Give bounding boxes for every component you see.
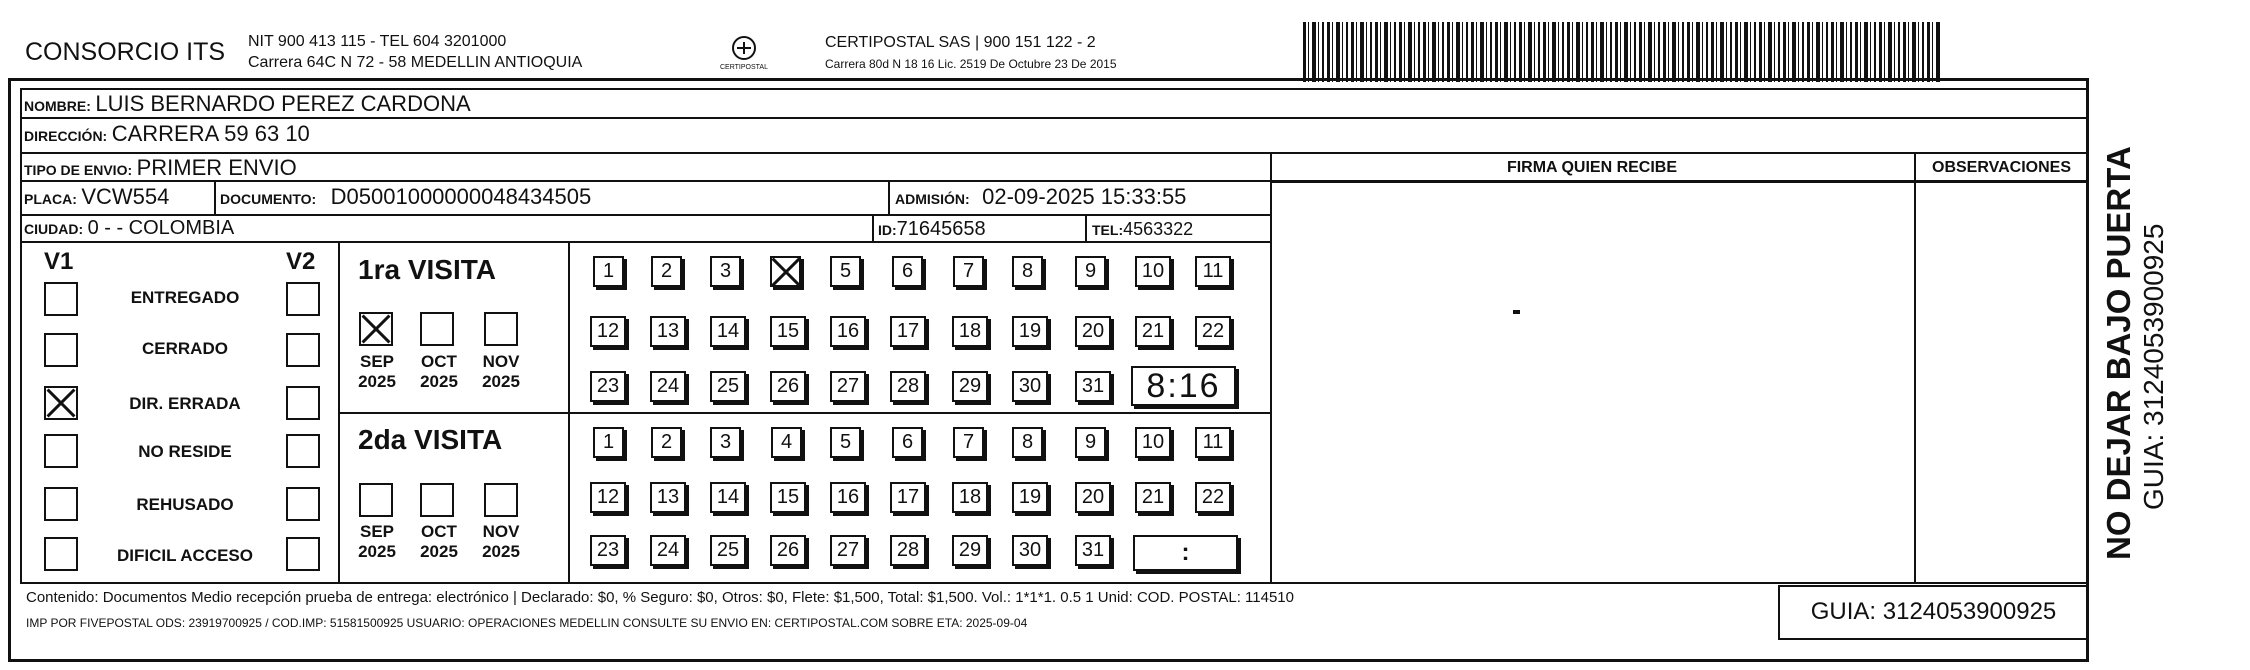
first-day-18[interactable]: 18 — [952, 316, 988, 347]
v2-cerrado-checkbox[interactable] — [286, 333, 320, 367]
placa-value: VCW554 — [81, 184, 170, 209]
tipo-value: PRIMER ENVIO — [136, 155, 297, 180]
imp-line: IMP POR FIVEPOSTAL ODS: 23919700925 / COD.IMP: 51581500925 USUARIO: OPERACIONES MEDELLIN CONSULTE SU ENVIO EN: CERTIPOSTAL.COM SOBRE ETA: 2025-09-04 — [26, 616, 1028, 630]
logo-text: CERTIPOSTAL — [720, 64, 768, 71]
status-dir-errada: DIR. ERRADA — [129, 394, 241, 413]
v1-cerrado-checkbox[interactable] — [44, 333, 78, 367]
second-day-15[interactable]: 15 — [770, 482, 806, 513]
second-day-16[interactable]: 16 — [830, 482, 866, 513]
row-line-2 — [20, 152, 2087, 154]
second-day-9[interactable]: 9 — [1075, 427, 1106, 458]
first-day-28[interactable]: 28 — [890, 371, 926, 402]
first-day-10[interactable]: 10 — [1135, 256, 1171, 287]
admision-divider — [888, 180, 890, 214]
second-nov-checkbox[interactable] — [484, 483, 518, 517]
first-day-7[interactable]: 7 — [953, 256, 984, 287]
second-day-31[interactable]: 31 — [1075, 535, 1111, 566]
second-day-7[interactable]: 7 — [953, 427, 984, 458]
first-day-25[interactable]: 25 — [710, 371, 746, 402]
v2-no-reside-checkbox[interactable] — [286, 434, 320, 468]
second-day-14[interactable]: 14 — [710, 482, 746, 513]
first-day-4-checked[interactable] — [770, 256, 801, 287]
second-day-20[interactable]: 20 — [1075, 482, 1111, 513]
second-day-17[interactable]: 17 — [890, 482, 926, 513]
nit-line: NIT 900 413 115 - TEL 604 3201000 — [248, 33, 507, 50]
first-oct-checkbox[interactable] — [420, 312, 454, 346]
id-label: ID: — [878, 222, 897, 238]
second-time-box[interactable]: : — [1133, 535, 1238, 571]
first-day-23[interactable]: 23 — [590, 371, 626, 402]
tel-value: 4563322 — [1123, 219, 1194, 239]
certipostal-line2: Carrera 80d N 18 16 Lic. 2519 De Octubre 23 De 2015 — [825, 57, 1117, 71]
second-day-22[interactable]: 22 — [1195, 482, 1231, 513]
first-day-30[interactable]: 30 — [1012, 371, 1048, 402]
second-nov-label: NOV 2025 — [482, 522, 520, 561]
v1-dificil-acceso-checkbox[interactable] — [44, 537, 78, 571]
second-day-2[interactable]: 2 — [651, 427, 682, 458]
second-day-12[interactable]: 12 — [590, 482, 626, 513]
first-day-16[interactable]: 16 — [830, 316, 866, 347]
first-day-14[interactable]: 14 — [710, 316, 746, 347]
side-guia: GUIA: 3124053900925 — [2138, 223, 2169, 510]
placa-divider — [214, 180, 216, 214]
status-entregado: ENTREGADO — [130, 288, 240, 307]
second-day-29[interactable]: 29 — [952, 535, 988, 566]
first-day-27[interactable]: 27 — [830, 371, 866, 402]
firma-header-line — [1270, 181, 2087, 183]
second-day-6[interactable]: 6 — [892, 427, 923, 458]
second-day-10[interactable]: 10 — [1135, 427, 1171, 458]
second-sep-checkbox[interactable] — [359, 483, 393, 517]
v1-dir-errada-checkbox[interactable] — [44, 386, 78, 420]
direccion-row — [24, 121, 310, 147]
first-day-21[interactable]: 21 — [1135, 316, 1171, 347]
first-day-2[interactable]: 2 — [651, 256, 682, 287]
second-day-28[interactable]: 28 — [890, 535, 926, 566]
v1-label: V1 — [44, 248, 74, 275]
status-rehusado: REHUSADO — [136, 495, 234, 514]
first-day-3[interactable]: 3 — [710, 256, 741, 287]
barcode — [1303, 22, 1940, 82]
admision-value: 02-09-2025 15:33:55 — [982, 184, 1187, 209]
footer-line — [20, 582, 2087, 584]
first-day-24[interactable]: 24 — [650, 371, 686, 402]
first-nov-label: NOV 2025 — [482, 352, 520, 391]
second-day-26[interactable]: 26 — [770, 535, 806, 566]
first-oct-label: OCT 2025 — [420, 352, 458, 391]
ink-mark — [1513, 310, 1520, 314]
certipostal-logo — [722, 34, 766, 78]
second-day-5[interactable]: 5 — [830, 427, 861, 458]
placa-row — [24, 184, 169, 210]
direccion-label: DIRECCIÓN: — [24, 128, 108, 144]
nombre-row — [24, 91, 471, 117]
second-day-8[interactable]: 8 — [1012, 427, 1043, 458]
direccion-value: CARRERA 59 63 10 — [111, 121, 310, 146]
first-day-29[interactable]: 29 — [952, 371, 988, 402]
certipostal-line1: CERTIPOSTAL SAS | 900 151 122 - 2 — [825, 34, 1096, 51]
months-divider — [568, 241, 570, 582]
status-no-reside: NO RESIDE — [138, 442, 232, 461]
first-day-13[interactable]: 13 — [650, 316, 686, 347]
first-sep-label: SEP 2025 — [358, 352, 396, 391]
first-day-8[interactable]: 8 — [1012, 256, 1043, 287]
admision-row — [895, 184, 1186, 210]
firma-left-line — [1270, 152, 1272, 582]
certipostal-logo-icon — [722, 34, 766, 78]
first-visit-title: 1ra VISITA — [358, 254, 496, 285]
documento-value: D05001000000048434505 — [330, 184, 592, 209]
row-line-4 — [20, 214, 1270, 216]
ciudad-row — [24, 217, 234, 240]
v1-no-reside-checkbox[interactable] — [44, 434, 78, 468]
first-day-11[interactable]: 11 — [1195, 256, 1231, 287]
first-day-1[interactable]: 1 — [593, 256, 624, 287]
second-day-13[interactable]: 13 — [650, 482, 686, 513]
second-visit-title: 2da VISITA — [358, 424, 503, 455]
tel-row — [1092, 219, 1193, 240]
id-divider — [872, 214, 874, 241]
id-row — [878, 218, 986, 241]
first-day-17[interactable]: 17 — [890, 316, 926, 347]
observaciones-left-line — [1914, 152, 1916, 582]
first-day-22[interactable]: 22 — [1195, 316, 1231, 347]
second-day-21[interactable]: 21 — [1135, 482, 1171, 513]
first-day-5[interactable]: 5 — [830, 256, 861, 287]
admision-label: ADMISIÓN: — [895, 191, 970, 207]
second-day-25[interactable]: 25 — [710, 535, 746, 566]
no-dejar-bajo-puerta: NO DEJAR BAJO PUERTA — [2100, 146, 2137, 560]
v2-dir-errada-checkbox[interactable] — [286, 386, 320, 420]
placa-label: PLACA: — [24, 191, 77, 207]
status-dificil-acceso: DIFICIL ACCESO — [116, 546, 253, 565]
documento-label: DOCUMENTO: — [220, 191, 317, 207]
second-day-27[interactable]: 27 — [830, 535, 866, 566]
second-oct-checkbox[interactable] — [420, 483, 454, 517]
v2-entregado-checkbox[interactable] — [286, 282, 320, 316]
second-day-11[interactable]: 11 — [1195, 427, 1231, 458]
id-value: 71645658 — [896, 218, 986, 240]
second-day-3[interactable]: 3 — [710, 427, 741, 458]
nombre-label: NOMBRE: — [24, 98, 91, 114]
first-nov-checkbox[interactable] — [484, 312, 518, 346]
second-day-30[interactable]: 30 — [1012, 535, 1048, 566]
right-inner-border — [2087, 88, 2089, 584]
second-sep-label: SEP 2025 — [358, 522, 396, 561]
documento-row — [220, 184, 591, 210]
tel-divider — [1085, 214, 1087, 241]
tipo-row — [24, 155, 297, 181]
tel-label: TEL: — [1092, 222, 1124, 238]
first-day-19[interactable]: 19 — [1012, 316, 1048, 347]
contenido-line: Contenido: Documentos Medio recepción prueba de entrega: electrónico | Declarado: $0, % Seguro: $0, Otros: $0, Flete: $1,500, Total: $1,500. Vol.: 1*1*1. 0.5 1 Unid: COD. POSTAL: 114510 — [26, 589, 1294, 606]
second-day-19[interactable]: 19 — [1012, 482, 1048, 513]
first-day-31[interactable]: 31 — [1075, 371, 1111, 402]
v1-entregado-checkbox[interactable] — [44, 282, 78, 316]
first-day-26[interactable]: 26 — [770, 371, 806, 402]
second-day-23[interactable]: 23 — [590, 535, 626, 566]
firma-header: FIRMA QUIEN RECIBE — [1506, 159, 1678, 176]
row-top-line — [20, 88, 2087, 90]
ciudad-value: 0 - - COLOMBIA — [87, 217, 235, 239]
status-cerrado: CERRADO — [142, 339, 228, 358]
first-time-box[interactable]: 8:16 — [1131, 366, 1236, 406]
first-day-12[interactable]: 12 — [590, 316, 626, 347]
v2-rehusado-checkbox[interactable] — [286, 487, 320, 521]
nombre-value: LUIS BERNARDO PEREZ CARDONA — [95, 91, 471, 116]
second-day-24[interactable]: 24 — [650, 535, 686, 566]
address-line: Carrera 64C N 72 - 58 MEDELLIN ANTIOQUIA — [248, 54, 583, 71]
side-text — [2100, 100, 2210, 560]
first-day-6[interactable]: 6 — [892, 256, 923, 287]
first-day-15[interactable]: 15 — [770, 316, 806, 347]
first-sep-checkbox[interactable] — [359, 312, 393, 346]
tipo-label: TIPO DE ENVIO: — [24, 162, 133, 178]
first-day-9[interactable]: 9 — [1075, 256, 1106, 287]
observaciones-header: OBSERVACIONES — [1932, 159, 2071, 176]
company-name: CONSORCIO ITS — [25, 38, 226, 66]
first-day-20[interactable]: 20 — [1075, 316, 1111, 347]
visit-divider — [338, 412, 1270, 414]
ciudad-label: CIUDAD: — [24, 221, 84, 237]
v2-dificil-acceso-checkbox[interactable] — [286, 537, 320, 571]
guia-value: GUIA: 3124053900925 — [1810, 598, 2057, 625]
second-day-18[interactable]: 18 — [952, 482, 988, 513]
left-border — [20, 88, 22, 584]
v1-rehusado-checkbox[interactable] — [44, 487, 78, 521]
row-line-5 — [20, 241, 1270, 243]
row-line-1 — [20, 117, 2087, 119]
second-day-4[interactable]: 4 — [771, 427, 802, 458]
second-day-1[interactable]: 1 — [593, 427, 624, 458]
v2-label: V2 — [286, 248, 316, 275]
second-oct-label: OCT 2025 — [420, 522, 458, 561]
